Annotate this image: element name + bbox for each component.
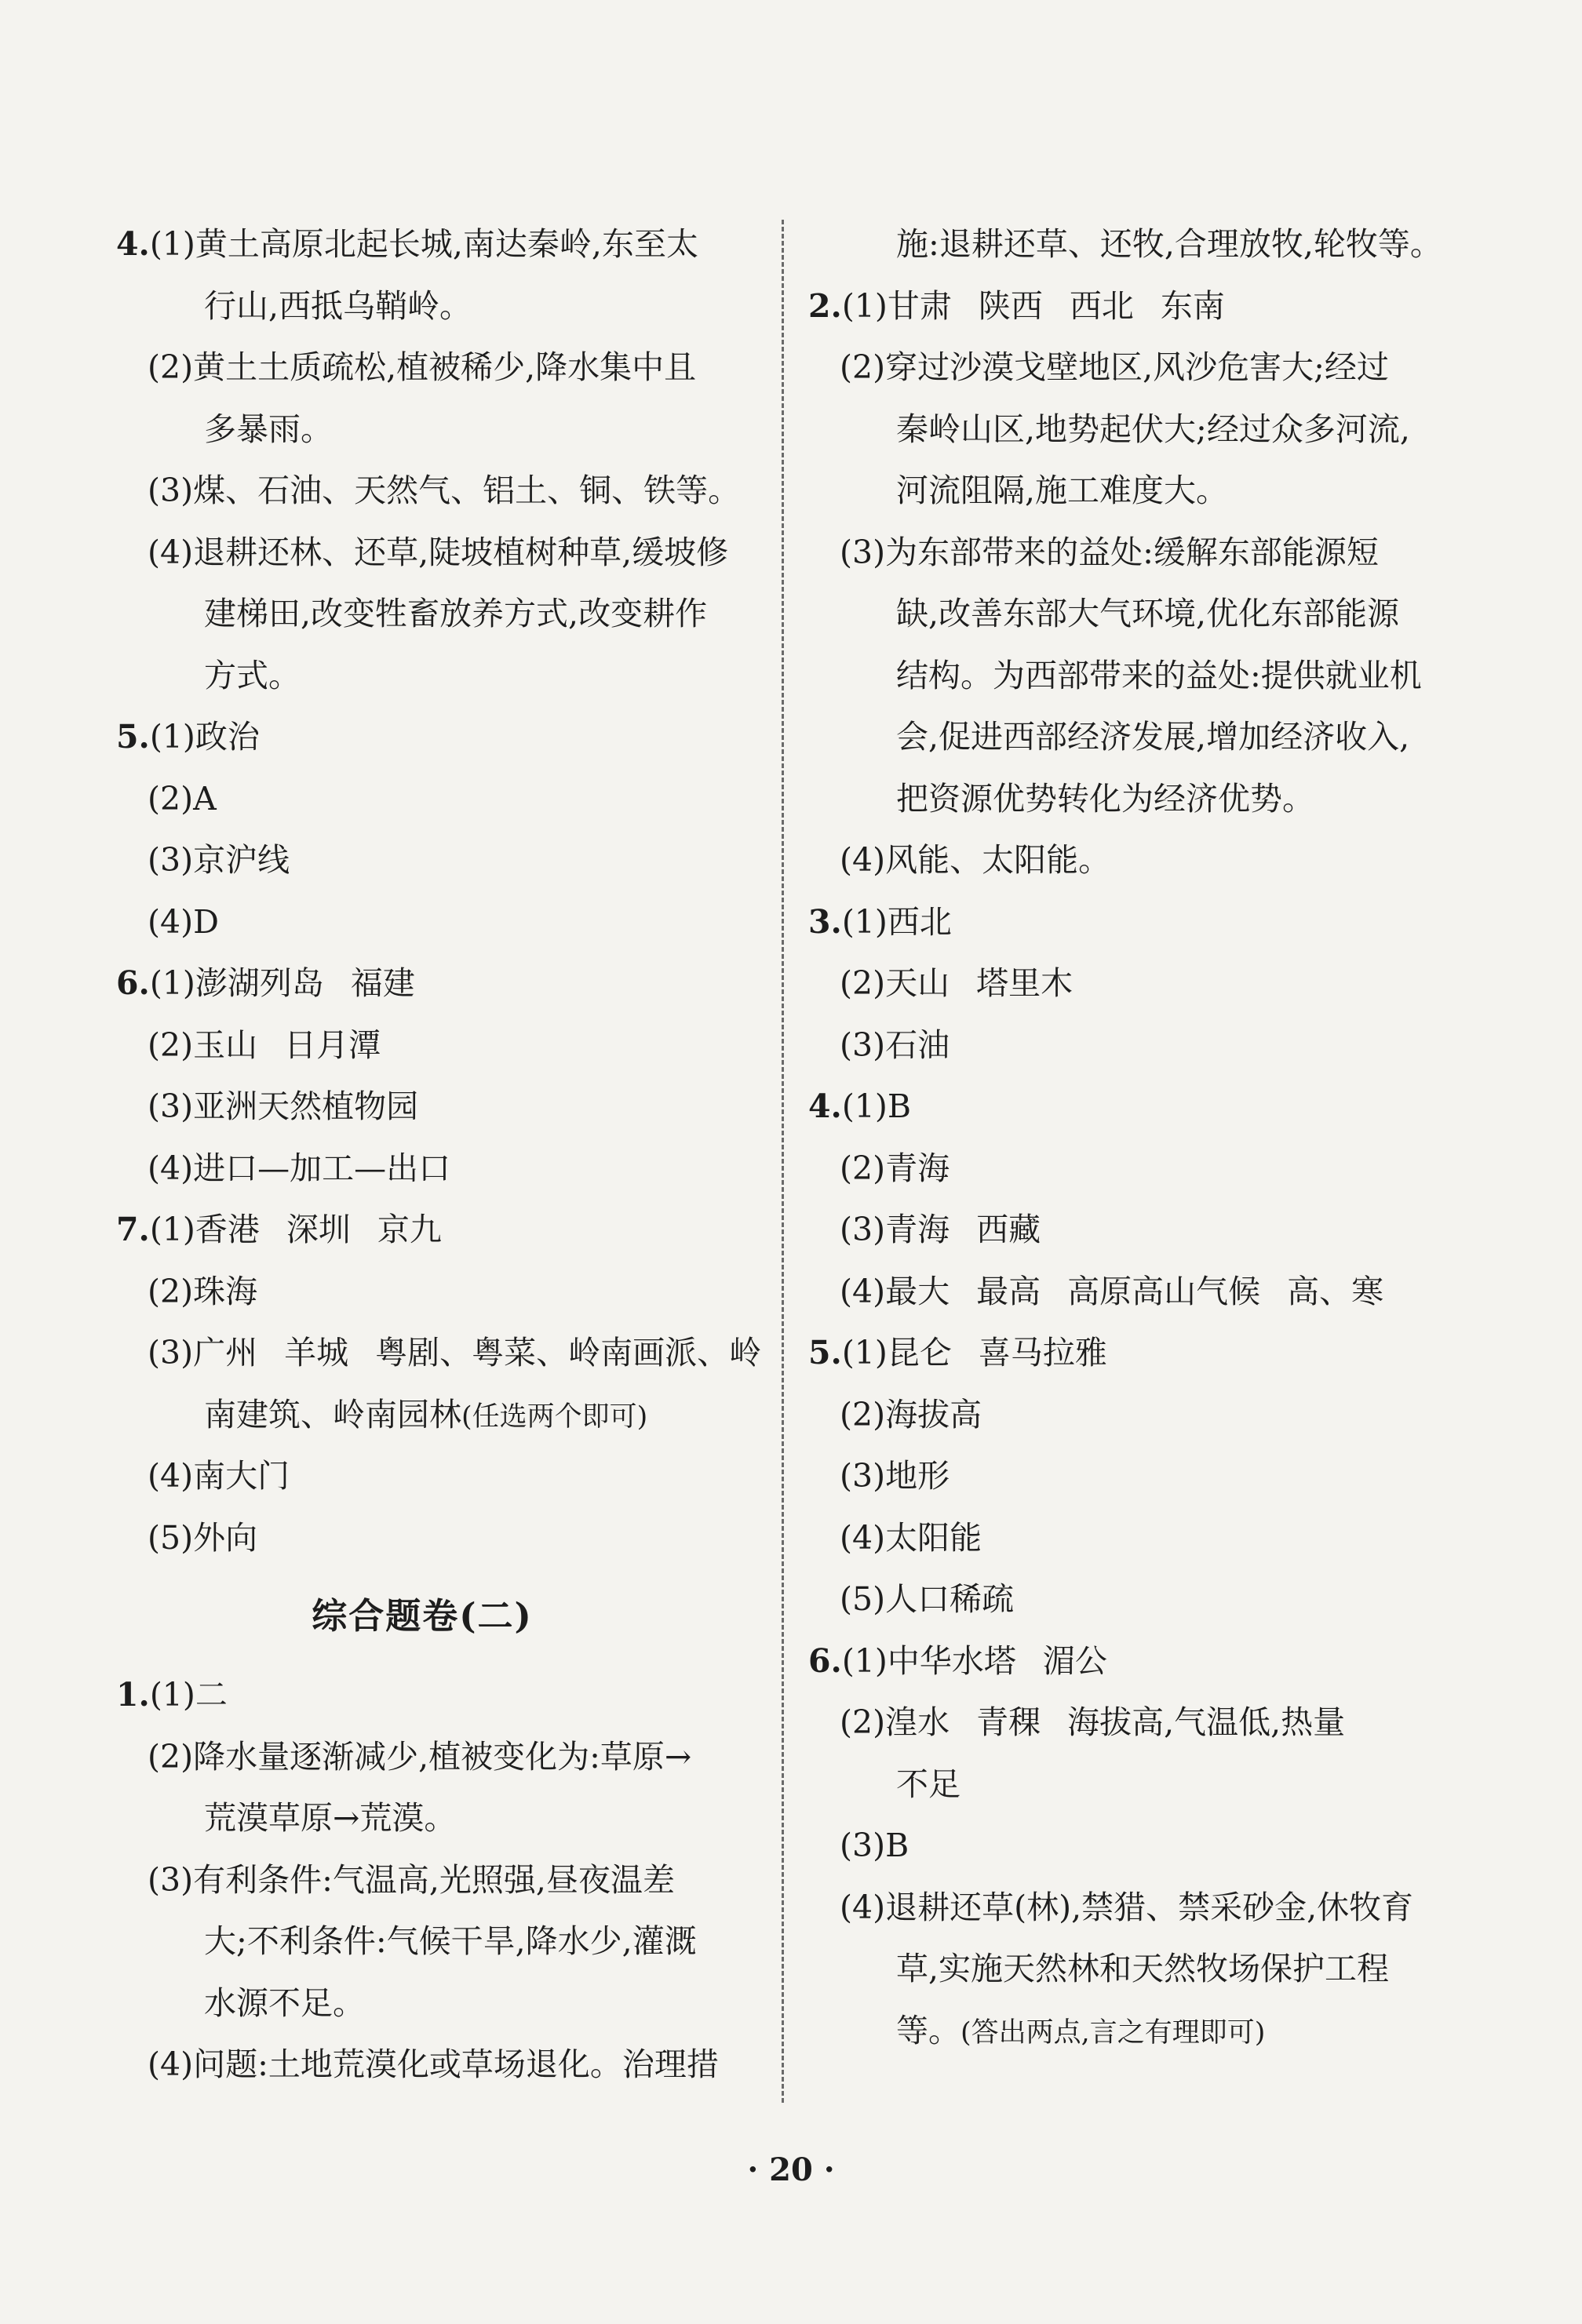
- answer-text: (1)香港: [149, 1211, 260, 1248]
- answer-text: 东南: [1160, 286, 1225, 325]
- answer-text: 等。: [896, 2011, 960, 2049]
- answer-text: 海拔高,气温低,热量: [1067, 1703, 1346, 1741]
- answer-text: 塔里木: [976, 964, 1074, 1002]
- s1-part3-line1: (3)有利条件:气温高,光照强,昼夜温差: [148, 1860, 675, 1899]
- page-number: · 20 ·: [747, 2151, 835, 2188]
- q5-part4: (4)D: [148, 902, 219, 941]
- q4-part2-line2: 多暴雨。: [204, 410, 333, 448]
- q6-part4: (4)进口—加工—出口: [148, 1149, 451, 1187]
- answer-text: (1)B: [841, 1087, 912, 1125]
- answer-text: (1)甘肃: [841, 286, 952, 325]
- s1-part2-line1: (2)降水量逐渐减少,植被变化为:草原→: [148, 1737, 692, 1776]
- answer-text: 湄公: [1042, 1641, 1107, 1680]
- answer-text: (3)广州: [148, 1334, 258, 1371]
- q4-part4-line2: 建梯田,改变牲畜放养方式,改变耕作: [204, 595, 708, 632]
- answer-text: (1)澎湖列岛: [149, 964, 324, 1002]
- answer-text: 陕西: [978, 286, 1043, 325]
- q5-part2: (2)A: [148, 779, 217, 818]
- s6-part3: (3)B: [840, 1827, 909, 1864]
- answer-note: (答出两点,言之有理即可): [960, 2016, 1266, 2049]
- answer-text: 京九: [377, 1211, 442, 1248]
- answer-text: 福建: [350, 964, 415, 1002]
- q7-part3-line2: [116, 1384, 760, 1446]
- q7-part3-line1: [116, 1322, 760, 1384]
- s2-part3-line5: 把资源优势转化为经济优势。: [896, 779, 1314, 818]
- q4-part4-line3: 方式。: [204, 656, 301, 694]
- answer-text: (2)玉山: [148, 1025, 258, 1064]
- s5-part5: (5)人口稀疏: [840, 1580, 1015, 1618]
- q4-part1-line1: [116, 213, 760, 275]
- s1-part4-line2: 施:退耕还草、还牧,合理放牧,轮牧等。: [896, 225, 1442, 263]
- section-title: 综合题卷(二): [312, 1595, 533, 1637]
- s1-part4-line1: (4)问题:土地荒漠化或草场退化。治理措: [148, 2045, 719, 2083]
- q5-part1: [116, 706, 760, 768]
- answer-text: 喜马拉雅: [978, 1334, 1107, 1371]
- s1-part2-line2: 荒漠草原→荒漠。: [204, 1799, 457, 1837]
- question-number: 4.: [808, 1087, 842, 1125]
- answer-text: (4)最大: [840, 1272, 950, 1310]
- q4-part4-line1: (4)退耕还林、还草,陡坡植树种草,缓坡修: [148, 533, 729, 571]
- q7-part5: (5)外向: [148, 1518, 258, 1557]
- s3-part3: (3)石油: [840, 1025, 950, 1064]
- s2-part3-line4: 会,促进西部经济发展,增加经济收入,: [896, 718, 1410, 756]
- left-column: [116, 213, 760, 2096]
- q7-part1: [116, 1199, 760, 1261]
- q4-part1-line2: 行山,西抵乌鞘岭。: [204, 286, 472, 325]
- q5-part3: (3)京沪线: [148, 841, 290, 879]
- question-number: 1.: [116, 1676, 150, 1714]
- q7-part4: (4)南大门: [148, 1457, 290, 1495]
- q4-part3: (3)煤、石油、天然气、铝土、铜、铁等。: [148, 472, 741, 509]
- s3-part2: [808, 953, 1452, 1014]
- question-number: 6.: [116, 964, 150, 1002]
- s5-part4: (4)太阳能: [840, 1518, 982, 1557]
- question-number: 7.: [116, 1211, 150, 1248]
- s2-part3-line1: (3)为东部带来的益处:缓解东部能源短: [840, 533, 1379, 571]
- s6-part1: [808, 1630, 1452, 1692]
- answer-text: 青稞: [976, 1703, 1041, 1741]
- answer-text: 最高: [976, 1272, 1041, 1310]
- question-number: 5.: [808, 1334, 842, 1371]
- answer-text: (3)青海: [840, 1211, 950, 1248]
- s5-part1: [808, 1322, 1452, 1384]
- question-number: 2.: [808, 286, 842, 325]
- question-number: 5.: [116, 718, 150, 756]
- q6-part3: (3)亚洲天然植物园: [148, 1087, 419, 1125]
- s6-part4-line2: 草,实施天然林和天然牧场保护工程: [896, 1950, 1390, 1987]
- right-column: [808, 213, 1452, 2061]
- answer-text: 高、寒: [1287, 1272, 1384, 1310]
- answer-text: 南建筑、岭南园林: [204, 1395, 461, 1433]
- s6-part2-line2: 不足: [896, 1765, 960, 1803]
- answer-note: (任选两个即可): [461, 1401, 648, 1433]
- s2-part1: [808, 275, 1452, 337]
- answer-text: (1)昆仑: [841, 1334, 952, 1371]
- s1-part3-line3: 水源不足。: [204, 1983, 365, 2022]
- question-number: 6.: [808, 1641, 842, 1680]
- answer-text: (1)政治: [149, 718, 260, 756]
- answer-text: (1)西北: [841, 902, 952, 941]
- s4-part4: [808, 1261, 1452, 1323]
- answer-text: 西北: [1069, 286, 1134, 325]
- s6-part4-line1: (4)退耕还草(林),禁猎、禁采砂金,休牧育: [840, 1888, 1414, 1926]
- column-divider: [782, 220, 784, 2103]
- question-number: 3.: [808, 902, 842, 941]
- answer-text: (1)中华水塔: [841, 1641, 1016, 1680]
- q6-part2: [116, 1014, 760, 1076]
- q6-part1: [116, 953, 760, 1014]
- s5-part3: (3)地形: [840, 1457, 950, 1495]
- answer-text: 日月潭: [284, 1025, 381, 1064]
- answer-text: 粤剧、粤菜、岭南画派、岭: [375, 1334, 762, 1371]
- s4-part3: [808, 1199, 1452, 1261]
- answer-text: 西藏: [976, 1211, 1041, 1248]
- q7-part2: (2)珠海: [148, 1272, 258, 1310]
- s4-part2: (2)青海: [840, 1149, 950, 1187]
- s2-part2-line3: 河流阻隔,施工难度大。: [896, 472, 1229, 509]
- answer-text: 高原高山气候: [1067, 1272, 1261, 1310]
- s2-part2-line2: 秦岭山区,地势起伏大;经过众多河流,: [896, 410, 1410, 448]
- s6-part4-line3: [808, 2000, 1452, 2062]
- answer-text: (1)二: [149, 1676, 228, 1714]
- s1-part3-line2: 大;不利条件:气候干旱,降水少,灌溉: [204, 1922, 697, 1960]
- question-number: 4.: [116, 225, 150, 263]
- s2-part4: (4)风能、太阳能。: [840, 841, 1111, 879]
- s4-part1: [808, 1076, 1452, 1138]
- s1-part1: [116, 1664, 760, 1726]
- s6-part2-line1: [808, 1692, 1452, 1754]
- answer-text: 深圳: [286, 1211, 351, 1248]
- answer-text: 羊城: [284, 1334, 349, 1371]
- s3-part1: [808, 891, 1452, 953]
- s2-part3-line2: 缺,改善东部大气环境,优化东部能源: [896, 595, 1400, 632]
- s2-part3-line3: 结构。为西部带来的益处:提供就业机: [896, 656, 1422, 694]
- answer-text: (2)湟水: [840, 1703, 950, 1741]
- q4-part2-line1: (2)黄土土质疏松,植被稀少,降水集中且: [148, 348, 697, 386]
- s2-part2-line1: (2)穿过沙漠戈壁地区,风沙危害大;经过: [840, 348, 1389, 386]
- s5-part2: (2)海拔高: [840, 1395, 982, 1433]
- answer-text: (1)黄土高原北起长城,南达秦岭,东至太: [149, 225, 698, 263]
- answer-text: (2)天山: [840, 964, 950, 1002]
